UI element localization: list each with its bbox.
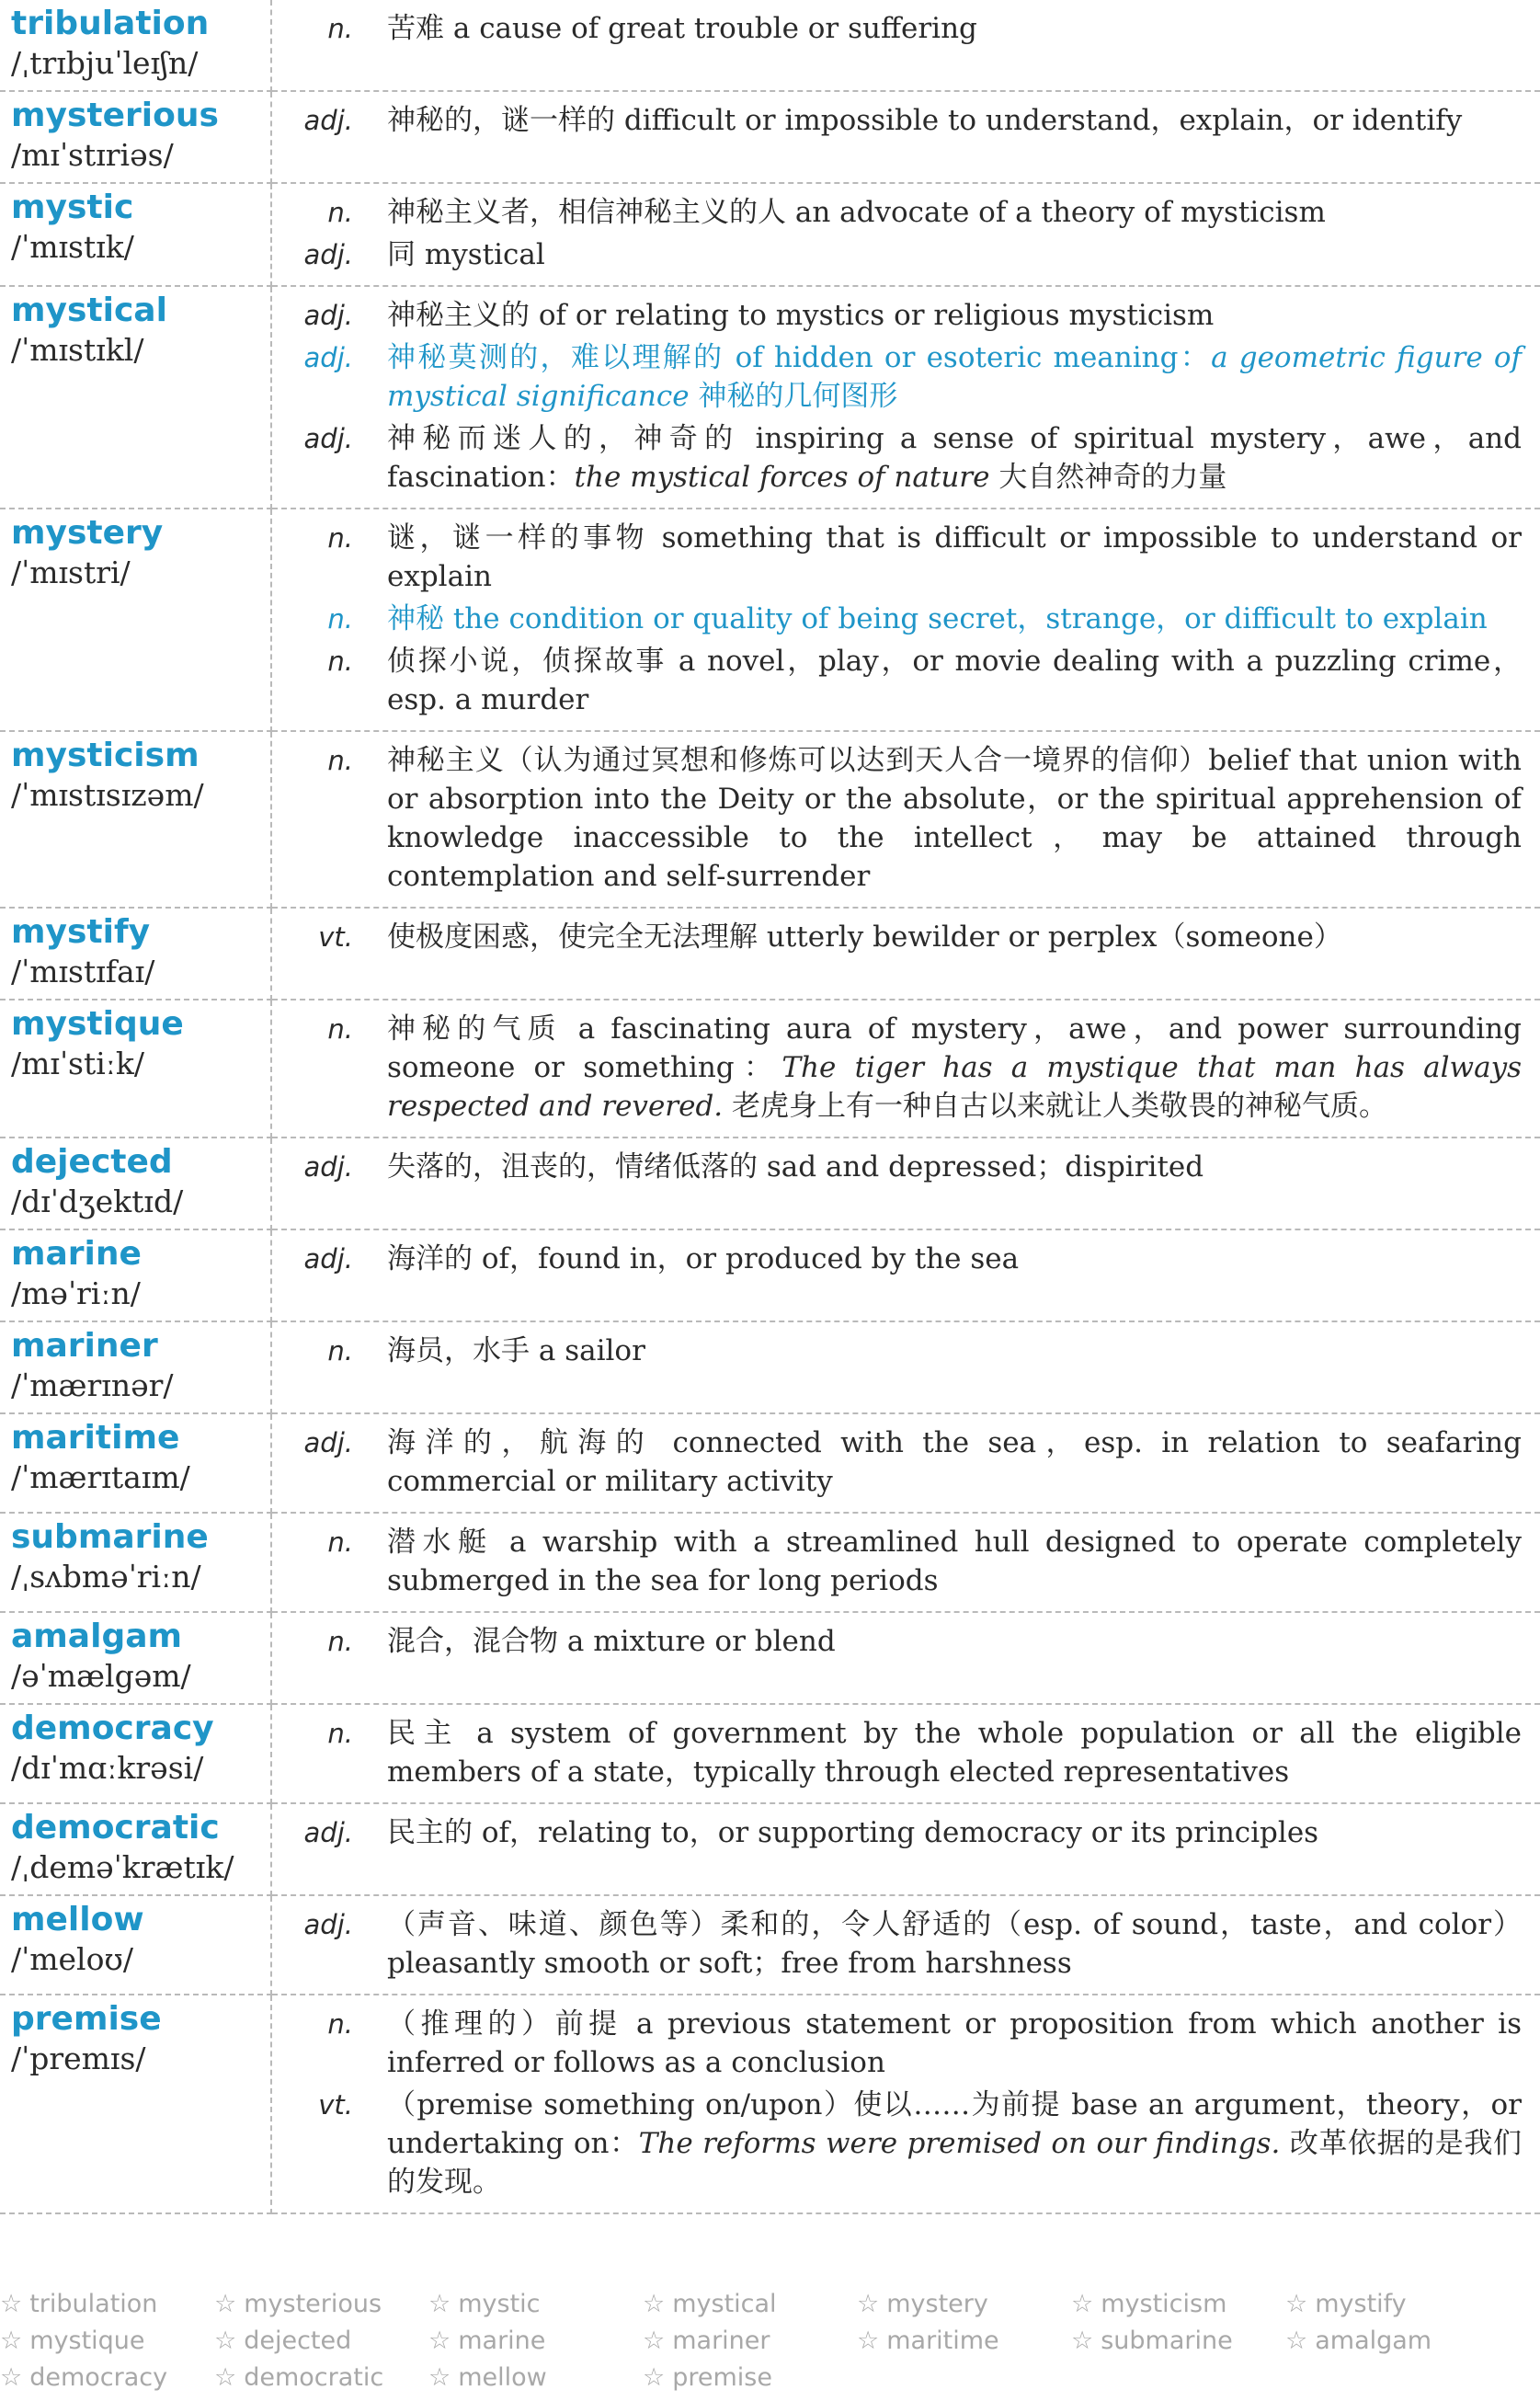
review-word: tribulation <box>29 2290 158 2318</box>
review-item <box>214 2323 428 2360</box>
phonetic: /ˈmɪstri/ <box>11 555 131 590</box>
word-cell <box>0 286 271 509</box>
example-sentence: the mystical forces of nature <box>574 461 990 494</box>
example-translation: 老虎身上有一种自古以来就让人类敬畏的神秘气质。 <box>723 1090 1388 1123</box>
phonetic: /ˈmærɪtaɪm/ <box>11 1459 190 1495</box>
entry-row <box>0 1413 1540 1513</box>
sense <box>272 1905 1522 1983</box>
entry-row <box>0 1000 1540 1138</box>
phonetic: /mɪˈstiːk/ <box>11 1046 145 1081</box>
review-item <box>857 2323 1071 2360</box>
definition <box>387 1622 1522 1661</box>
phonetic: /mɪˈstɪriəs/ <box>11 137 174 173</box>
word-cell <box>0 1138 271 1229</box>
review-word: mariner <box>672 2327 770 2355</box>
definition <box>387 1010 1522 1126</box>
word-cell <box>0 1321 271 1413</box>
definition-text: 失落的，沮丧的，情绪低落的 sad and depressed；dispirited <box>387 1150 1204 1183</box>
definition-cell <box>271 1995 1540 2213</box>
star-icon: ☆ <box>428 2290 451 2318</box>
review-item <box>428 2286 643 2323</box>
definition-text: 侦探小说，侦探故事 a novel，play，or movie dealing with a puzzling crime，esp. a murder <box>387 645 1522 716</box>
star-icon: ☆ <box>643 2327 666 2355</box>
word-cell <box>0 1513 271 1612</box>
example-sentence: The reforms were premised on our findings. <box>638 2127 1281 2160</box>
definition-text: 神秘的，谜一样的 difficult or impossible to understand，explain，or identify <box>387 104 1463 137</box>
part-of-speech: adj. <box>303 342 353 373</box>
definition-cell <box>271 509 1540 731</box>
review-item <box>0 2286 214 2323</box>
star-icon: ☆ <box>428 2327 451 2355</box>
headword: premise <box>11 2000 162 2038</box>
definition-text: 神秘莫测的，难以理解的 of hidden or esoteric meaning： <box>387 341 1212 374</box>
headword: democratic <box>11 1809 220 1846</box>
word-cell <box>0 1612 271 1704</box>
entry-row <box>0 1138 1540 1229</box>
headword: mystical <box>11 292 167 329</box>
sense <box>272 1813 1522 1852</box>
definition-cell <box>271 1000 1540 1138</box>
part-of-speech: n. <box>327 1526 353 1558</box>
phonetic: /əˈmælgəm/ <box>11 1658 191 1694</box>
review-item <box>428 2323 643 2360</box>
review-word: amalgam <box>1315 2327 1432 2355</box>
sense <box>272 1010 1522 1126</box>
star-icon: ☆ <box>0 2327 23 2355</box>
definition-cell <box>271 731 1540 908</box>
part-of-speech: vt. <box>318 2089 353 2121</box>
review-row <box>0 2286 1540 2323</box>
entry-row <box>0 908 1540 1000</box>
entry-row <box>0 1704 1540 1803</box>
headword: maritime <box>11 1419 180 1457</box>
review-word: mystic <box>458 2290 541 2318</box>
phonetic: /ˈmɪstɪfaɪ/ <box>11 954 155 989</box>
definition-text: （推理的）前提 a previous statement or proposition from which another is inferred or follows as a conclusion <box>387 2007 1522 2079</box>
sense <box>272 1622 1522 1661</box>
definition-text: 民主 a system of government by the whole population or all the eligible members of a state，typically through elected representatives <box>387 1717 1522 1789</box>
word-cell <box>0 1803 271 1895</box>
entry-row <box>0 286 1540 509</box>
definition <box>387 741 1522 896</box>
entry-row <box>0 1995 1540 2213</box>
review-word: democratic <box>244 2363 384 2392</box>
part-of-speech: n. <box>327 1335 353 1366</box>
sense <box>272 2086 1522 2201</box>
review-word: dejected <box>244 2327 352 2355</box>
star-icon: ☆ <box>857 2290 880 2318</box>
definition-cell <box>271 1413 1540 1513</box>
phonetic: /dɪˈdʒektɪd/ <box>11 1183 184 1219</box>
phonetic: /ˈmɪstɪk/ <box>11 229 134 265</box>
definition-text: 民主的 of，relating to，or supporting democracy or its principles <box>387 1816 1319 1849</box>
definition-text: 使极度困惑，使完全无法理解 utterly bewilder or perplex（someone） <box>387 920 1342 954</box>
phonetic: /ˈmærɪnər/ <box>11 1367 174 1403</box>
review-word: democracy <box>29 2363 168 2392</box>
review-item <box>1285 2286 1500 2323</box>
review-word: mystical <box>672 2290 777 2318</box>
sense <box>272 1714 1522 1791</box>
definition-text: （premise something on/upon）使以……为前提 base an argument，theory，or undertaking on： <box>387 2088 1522 2160</box>
phonetic: /ˌsʌbməˈriːn/ <box>11 1559 201 1595</box>
definition-cell <box>271 183 1540 286</box>
star-icon: ☆ <box>428 2363 451 2392</box>
definition-text: 海洋的，航海的 connected with the sea，esp. in relation to seafaring commercial or military activity <box>387 1426 1522 1498</box>
review-item <box>0 2360 214 2396</box>
definition-cell <box>271 1229 1540 1321</box>
star-icon: ☆ <box>1285 2290 1308 2318</box>
example-sentence: a geometric figure of mystical significance <box>387 341 1523 413</box>
sense <box>272 1148 1522 1186</box>
definition-cell <box>271 908 1540 1000</box>
definition <box>387 918 1522 956</box>
headword: mystic <box>11 189 134 226</box>
headword: tribulation <box>11 5 210 42</box>
review-word: marine <box>458 2327 546 2355</box>
part-of-speech: vt. <box>318 921 353 953</box>
word-cell <box>0 0 271 91</box>
headword: submarine <box>11 1518 209 1556</box>
definition-cell <box>271 1803 1540 1895</box>
review-row <box>0 2323 1540 2360</box>
sense <box>272 642 1522 719</box>
part-of-speech: n. <box>327 197 353 228</box>
star-icon: ☆ <box>643 2363 666 2392</box>
definition <box>387 193 1522 232</box>
definition <box>387 2005 1522 2082</box>
headword: mysticism <box>11 737 200 774</box>
word-cell <box>0 1000 271 1138</box>
entry-row <box>0 0 1540 91</box>
review-item <box>643 2286 857 2323</box>
example-translation: 大自然神奇的力量 <box>989 461 1227 494</box>
review-word: maritime <box>886 2327 999 2355</box>
star-icon: ☆ <box>1285 2327 1308 2355</box>
entry-row <box>0 183 1540 286</box>
review-word: premise <box>672 2363 772 2392</box>
sense <box>272 9 1522 48</box>
sense <box>272 1240 1522 1278</box>
sense <box>272 1523 1522 1600</box>
example-translation: 神秘的几何图形 <box>689 380 898 413</box>
definition <box>387 1905 1522 1983</box>
definition <box>387 101 1522 140</box>
headword: dejected <box>11 1143 173 1181</box>
headword: mysterious <box>11 97 219 134</box>
review-word: mystify <box>1315 2290 1407 2318</box>
part-of-speech: n. <box>327 1626 353 1657</box>
definition <box>387 1423 1522 1501</box>
definition <box>387 2086 1522 2201</box>
part-of-speech: adj. <box>303 1817 353 1848</box>
definition-cell <box>271 1513 1540 1612</box>
review-item <box>214 2360 428 2396</box>
definition <box>387 1714 1522 1791</box>
definition <box>387 338 1522 416</box>
headword: democracy <box>11 1709 214 1747</box>
star-icon: ☆ <box>1071 2327 1094 2355</box>
part-of-speech: adj. <box>303 105 353 136</box>
part-of-speech: adj. <box>303 1151 353 1183</box>
definition-cell <box>271 1138 1540 1229</box>
review-word: mellow <box>458 2363 547 2392</box>
review-item <box>1071 2323 1285 2360</box>
definition-text: 神秘主义（认为通过冥想和修炼可以达到天人合一境界的信仰）belief that union with or absorption into the Deity or the absolute，or the spiritual apprehension of knowledge inaccessible to the intellect，may be attained through contemplation and self-surrender <box>387 744 1522 893</box>
headword: mellow <box>11 1901 144 1938</box>
part-of-speech: n. <box>327 745 353 776</box>
definition-text: 海员，水手 a sailor <box>387 1334 645 1367</box>
definition <box>387 1523 1522 1600</box>
review-item <box>1071 2286 1285 2323</box>
word-cell <box>0 1995 271 2213</box>
definition-text: （声音、味道、颜色等）柔和的，令人舒适的（esp. of sound，taste，and color）pleasantly smooth or soft；free from harshness <box>387 1908 1522 1980</box>
word-cell <box>0 731 271 908</box>
sense <box>272 338 1522 416</box>
word-cell <box>0 91 271 183</box>
definition-cell <box>271 0 1540 91</box>
definition <box>387 1813 1522 1852</box>
definition <box>387 519 1522 596</box>
review-item <box>0 2323 214 2360</box>
star-icon: ☆ <box>643 2290 666 2318</box>
definition-text: 潜水艇 a warship with a streamlined hull designed to operate completely submerged in the sea for long periods <box>387 1526 1522 1597</box>
star-icon: ☆ <box>214 2363 237 2392</box>
phonetic: /ˌdeməˈkrætɪk/ <box>11 1849 234 1885</box>
definition <box>387 9 1522 48</box>
review-word: mystery <box>886 2290 988 2318</box>
entry-row <box>0 731 1540 908</box>
phonetic: /ˌtrɪbjuˈleɪʃn/ <box>11 45 199 81</box>
sense <box>272 419 1522 497</box>
entry-row <box>0 509 1540 731</box>
definition-cell <box>271 1895 1540 1995</box>
sense <box>272 519 1522 596</box>
review-item <box>643 2360 857 2396</box>
definition-cell <box>271 1612 1540 1704</box>
entry-row <box>0 1229 1540 1321</box>
definition-text: 神秘 the condition or quality of being secret，strange，or difficult to explain <box>387 602 1488 635</box>
definition-text: 混合，混合物 a mixture or blend <box>387 1625 836 1658</box>
headword: mystery <box>11 514 164 552</box>
sense <box>272 101 1522 140</box>
review-row <box>0 2360 1540 2396</box>
definition-text: 谜，谜一样的事物 something that is difficult or impossible to understand or explain <box>387 521 1522 593</box>
review-word: mystique <box>29 2327 145 2355</box>
word-cell <box>0 1895 271 1995</box>
review-item <box>1285 2323 1500 2360</box>
review-word-list <box>0 2286 1540 2396</box>
star-icon: ☆ <box>214 2290 237 2318</box>
definition-text: 神秘主义者，相信神秘主义的人 an advocate of a theory of mysticism <box>387 196 1326 229</box>
example-sentence: The tiger has a mystique that man has always respected and revered. <box>387 1051 1522 1123</box>
word-cell <box>0 1229 271 1321</box>
part-of-speech: n. <box>327 1718 353 1749</box>
star-icon: ☆ <box>214 2327 237 2355</box>
entry-row <box>0 1513 1540 1612</box>
definition <box>387 235 1522 274</box>
word-cell <box>0 183 271 286</box>
entry-row <box>0 91 1540 183</box>
phonetic: /ˈmeloʊ/ <box>11 1941 134 1977</box>
part-of-speech: n. <box>327 646 353 677</box>
headword: mystique <box>11 1005 184 1043</box>
sense <box>272 235 1522 274</box>
star-icon: ☆ <box>1071 2290 1094 2318</box>
part-of-speech: n. <box>327 603 353 635</box>
part-of-speech: n. <box>327 2008 353 2040</box>
definition-text: 海洋的 of，found in，or produced by the sea <box>387 1242 1020 1275</box>
definition <box>387 419 1522 497</box>
word-cell <box>0 1704 271 1803</box>
definition <box>387 1240 1522 1278</box>
headword: marine <box>11 1235 142 1273</box>
headword: amalgam <box>11 1618 183 1655</box>
definition-cell <box>271 91 1540 183</box>
sense <box>272 1332 1522 1370</box>
definition-text: 苦难 a cause of great trouble or suffering <box>387 12 977 45</box>
review-word: mysticism <box>1101 2290 1227 2318</box>
phonetic: /dɪˈmɑːkrəsi/ <box>11 1750 204 1786</box>
entry-row <box>0 1803 1540 1895</box>
headword: mystify <box>11 913 151 951</box>
word-cell <box>0 908 271 1000</box>
phonetic: /məˈriːn/ <box>11 1275 141 1311</box>
definition <box>387 296 1522 335</box>
part-of-speech: n. <box>327 13 353 44</box>
sense <box>272 296 1522 335</box>
star-icon: ☆ <box>0 2363 23 2392</box>
star-icon: ☆ <box>0 2290 23 2318</box>
definition-text: 神秘的气质 a fascinating aura of mystery，awe，and power surrounding someone or something： <box>387 1012 1522 1084</box>
definition-cell <box>271 286 1540 509</box>
part-of-speech: adj. <box>303 1909 353 1940</box>
definition-cell <box>271 1321 1540 1413</box>
word-cell <box>0 509 271 731</box>
part-of-speech: adj. <box>303 300 353 331</box>
phonetic: /ˈpremɪs/ <box>11 2041 146 2076</box>
definition <box>387 1332 1522 1370</box>
sense <box>272 600 1522 638</box>
entry-row <box>0 1321 1540 1413</box>
review-item <box>643 2323 857 2360</box>
definition-text: 同 mystical <box>387 238 545 271</box>
sense <box>272 193 1522 232</box>
phonetic: /ˈmɪstɪsɪzəm/ <box>11 777 204 813</box>
review-word: submarine <box>1101 2327 1233 2355</box>
review-item <box>428 2360 643 2396</box>
sense <box>272 918 1522 956</box>
part-of-speech: adj. <box>303 1427 353 1458</box>
sense <box>272 1423 1522 1501</box>
definition <box>387 642 1522 719</box>
entry-row <box>0 1612 1540 1704</box>
sense <box>272 2005 1522 2082</box>
phonetic: /ˈmɪstɪkl/ <box>11 332 144 368</box>
part-of-speech: adj. <box>303 239 353 270</box>
definition <box>387 1148 1522 1186</box>
example-translation: 改革依据的是我们的发现。 <box>387 2127 1522 2199</box>
review-item <box>214 2286 428 2323</box>
entry-row <box>0 1895 1540 1995</box>
star-icon: ☆ <box>857 2327 880 2355</box>
definition-text: 神秘而迷人的，神奇的 inspiring a sense of spiritual mystery，awe，and fascination： <box>387 422 1522 494</box>
definition <box>387 600 1522 638</box>
definition-text: 神秘主义的 of or relating to mystics or religious mysticism <box>387 299 1215 332</box>
word-cell <box>0 1413 271 1513</box>
headword: mariner <box>11 1327 158 1365</box>
part-of-speech: n. <box>327 1013 353 1045</box>
part-of-speech: adj. <box>303 423 353 454</box>
review-item <box>857 2286 1071 2323</box>
part-of-speech: adj. <box>303 1243 353 1275</box>
definition-cell <box>271 1704 1540 1803</box>
review-word: mysterious <box>244 2290 382 2318</box>
sense <box>272 741 1522 896</box>
part-of-speech: n. <box>327 522 353 554</box>
